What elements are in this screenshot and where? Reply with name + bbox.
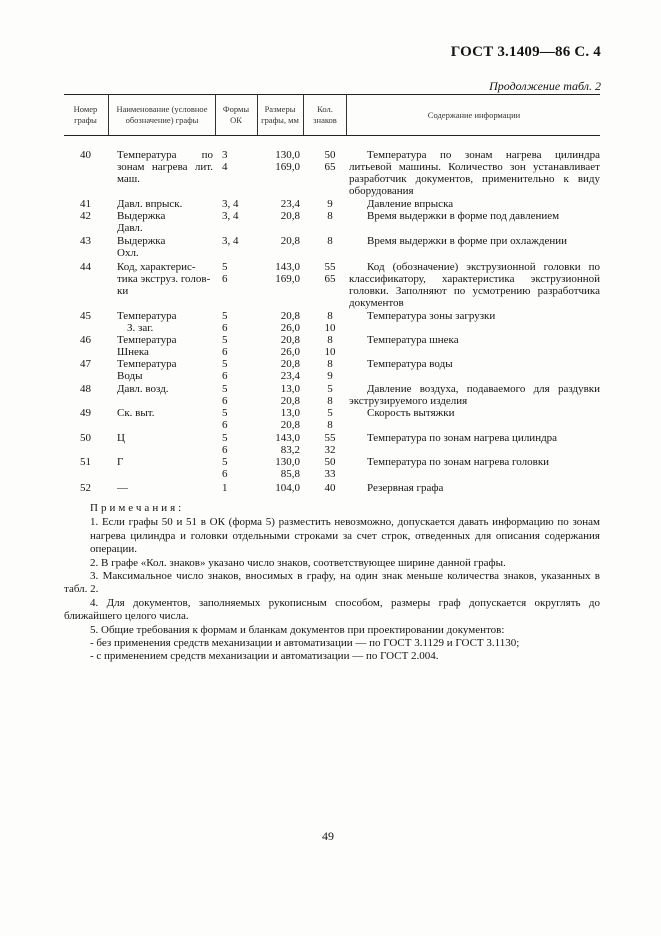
column-header-number: Номер графы: [73, 104, 98, 125]
column-header-forms: Формы ОК: [222, 104, 250, 125]
table-top-rule: [64, 94, 600, 95]
row-size: 169,0: [275, 273, 300, 285]
row-name-line: ки: [117, 285, 129, 297]
row-number: 50: [80, 432, 91, 444]
row-count: 8: [327, 334, 333, 346]
row-name-line: Ц: [117, 432, 125, 444]
row-name-line: Охл.: [117, 247, 139, 259]
row-count: 55: [324, 432, 336, 444]
row-count: 9: [327, 370, 333, 382]
row-form: 6: [222, 370, 228, 382]
row-size: 143,0: [275, 432, 300, 444]
row-count: 32: [324, 444, 336, 456]
row-name-line: зонам нагрева лит.: [117, 161, 213, 173]
row-name-line: З. заг.: [127, 322, 154, 334]
row-form: 6: [222, 468, 228, 480]
row-content: Температура воды: [367, 358, 453, 370]
row-size: 13,0: [280, 407, 300, 419]
row-name-line: Температура по: [117, 149, 213, 161]
row-form: 6: [222, 346, 228, 358]
row-count: 8: [327, 210, 333, 222]
column-divider: [215, 94, 216, 135]
row-form: 5: [222, 334, 228, 346]
row-name-line: Давл.: [117, 222, 143, 234]
row-name-line: Шнека: [117, 346, 149, 358]
row-count: 55: [324, 261, 336, 273]
row-size: 20,8: [280, 310, 300, 322]
notes-section: [64, 502, 600, 664]
row-count: 8: [327, 235, 333, 247]
column-header-content: Содержание информации: [427, 109, 521, 120]
table-header-rule: [64, 135, 600, 136]
column-header-name: Наименование (условное обозначение) графы: [116, 104, 208, 125]
row-count: 8: [327, 419, 333, 431]
row-count: 65: [324, 161, 336, 173]
row-form: 5: [222, 310, 228, 322]
row-size: 130,0: [275, 149, 300, 161]
row-number: 47: [80, 358, 91, 370]
page-number: 49: [322, 829, 334, 843]
row-content: Температура по зонам нагрева цилиндра литьевой машины. Количество зон устанавливает разработчик документов, применительно к виду оборудования: [349, 149, 600, 197]
row-count: 50: [324, 149, 336, 161]
row-size: 85,8: [280, 468, 300, 480]
row-size: 20,8: [280, 395, 300, 407]
column-header-count: Кол. знаков: [313, 104, 337, 125]
row-number: 40: [80, 149, 91, 161]
column-divider: [257, 94, 258, 135]
row-content: Время выдержки в форме при охлаждении: [367, 235, 567, 247]
row-number: 51: [80, 456, 91, 468]
row-name-line: Ск. выт.: [117, 407, 155, 419]
column-divider: [108, 94, 109, 135]
row-size: 13,0: [280, 383, 300, 395]
row-name-line: —: [117, 482, 128, 494]
note-item: 5. Общие требования к формам и бланкам документов при проектировании документов:: [90, 623, 505, 636]
table-continuation-label: Продолжение табл. 2: [489, 79, 601, 93]
row-form: 4: [222, 161, 228, 173]
row-name-line: Г: [117, 456, 124, 468]
row-count: 65: [324, 273, 336, 285]
row-number: 52: [80, 482, 91, 494]
row-count: 10: [324, 322, 336, 334]
row-size: 20,8: [280, 210, 300, 222]
row-name-line: Давл. впрыск.: [117, 198, 183, 210]
column-divider: [346, 94, 347, 135]
row-size: 23,4: [280, 198, 300, 210]
row-form: 5: [222, 358, 228, 370]
note-item: - без применения средств механизации и автоматизации — по ГОСТ 3.1129 и ГОСТ 3.1130;: [90, 637, 520, 650]
row-form: 6: [222, 419, 228, 431]
row-form: 3, 4: [222, 235, 239, 247]
row-content: Температура шнека: [367, 334, 459, 346]
row-size: 23,4: [280, 370, 300, 382]
row-count: 33: [324, 468, 336, 480]
row-count: 10: [324, 346, 336, 358]
row-form: 6: [222, 395, 228, 407]
column-header-size: Размеры графы, мм: [261, 104, 299, 125]
row-content: Температура по зонам нагрева головки: [367, 456, 550, 468]
row-form: 5: [222, 261, 228, 273]
row-form: 5: [222, 383, 228, 395]
row-content: Температура зоны загрузки: [367, 310, 496, 322]
row-content: Скорость вытяжки: [367, 407, 455, 419]
row-size: 26,0: [280, 322, 300, 334]
row-size: 26,0: [280, 346, 300, 358]
row-form: 3, 4: [222, 210, 239, 222]
row-form: 5: [222, 456, 228, 468]
row-number: 41: [80, 198, 91, 210]
row-count: 40: [324, 482, 336, 494]
row-form: 3, 4: [222, 198, 239, 210]
row-name-line: Давл. возд.: [117, 383, 169, 395]
note-item: - с применением средств механизации и автоматизации — по ГОСТ 2.004.: [90, 650, 439, 663]
notes-title: Примечания:: [90, 502, 185, 514]
row-name-line: Температура: [117, 358, 177, 370]
row-count: 8: [327, 358, 333, 370]
row-number: 42: [80, 210, 91, 222]
row-size: 20,8: [280, 334, 300, 346]
row-size: 169,0: [275, 161, 300, 173]
row-form: 6: [222, 322, 228, 334]
row-size: 130,0: [275, 456, 300, 468]
note-item: 4. Для документов, заполняемых рукописным способом, размеры граф допускается округлять до ближайшего целого числа.: [64, 596, 600, 623]
row-name-line: Выдержка: [117, 235, 166, 247]
row-name-line: Температура: [117, 310, 177, 322]
column-divider: [303, 94, 304, 135]
row-content: Резервная графа: [367, 482, 444, 494]
row-size: 20,8: [280, 235, 300, 247]
row-count: 8: [327, 395, 333, 407]
row-form: 5: [222, 407, 228, 419]
note-item: 1. Если графы 50 и 51 в ОК (форма 5) разместить невозможно, допускается давать информацию по зонам нагрева цилиндра и головки отдельными строками за счет строк, отведенных для описания содержания операции.: [90, 516, 600, 556]
row-count: 5: [327, 383, 333, 395]
row-number: 45: [80, 310, 91, 322]
row-content: Время выдержки в форме под давлением: [367, 210, 560, 222]
row-number: 48: [80, 383, 91, 395]
row-count: 9: [327, 198, 333, 210]
row-name-line: Температура: [117, 334, 177, 346]
row-content: Давление воздуха, подаваемого для раздувки экструзируемого изделия: [349, 383, 600, 407]
row-size: 83,2: [280, 444, 300, 456]
row-size: 143,0: [275, 261, 300, 273]
row-size: 20,8: [280, 419, 300, 431]
row-size: 104,0: [275, 482, 300, 494]
row-name-line: Код, характерис-: [117, 261, 196, 273]
document-header: ГОСТ 3.1409—86 С. 4: [450, 44, 601, 60]
row-name-line: Воды: [117, 370, 143, 382]
row-number: 49: [80, 407, 91, 419]
row-number: 46: [80, 334, 91, 346]
row-name-line: тика экструз. голов-: [117, 273, 211, 285]
row-size: 20,8: [280, 358, 300, 370]
row-content: Код (обозначение) экструзионной головки по классификатору, характеристика экструзионной головки. Заполняют по усмотрению разработчика документов: [349, 261, 600, 309]
row-form: 1: [222, 482, 228, 494]
row-form: 6: [222, 444, 228, 456]
row-form: 6: [222, 273, 228, 285]
row-count: 8: [327, 310, 333, 322]
row-form: 3: [222, 149, 228, 161]
row-count: 5: [327, 407, 333, 419]
row-content: Давление впрыска: [367, 198, 454, 210]
row-count: 50: [324, 456, 336, 468]
note-item: 2. В графе «Кол. знаков» указано число знаков, соответствующее ширине данной графы.: [90, 556, 506, 569]
row-form: 5: [222, 432, 228, 444]
row-content: Температура по зонам нагрева цилиндра: [367, 432, 558, 444]
note-item: 3. Максимальное число знаков, вносимых в графу, на один знак меньше количества знаков, указанных в табл. 2.: [64, 570, 600, 596]
row-name-line: Выдержка: [117, 210, 166, 222]
row-number: 44: [80, 261, 91, 273]
row-number: 43: [80, 235, 91, 247]
row-name-line: маш.: [117, 173, 140, 185]
